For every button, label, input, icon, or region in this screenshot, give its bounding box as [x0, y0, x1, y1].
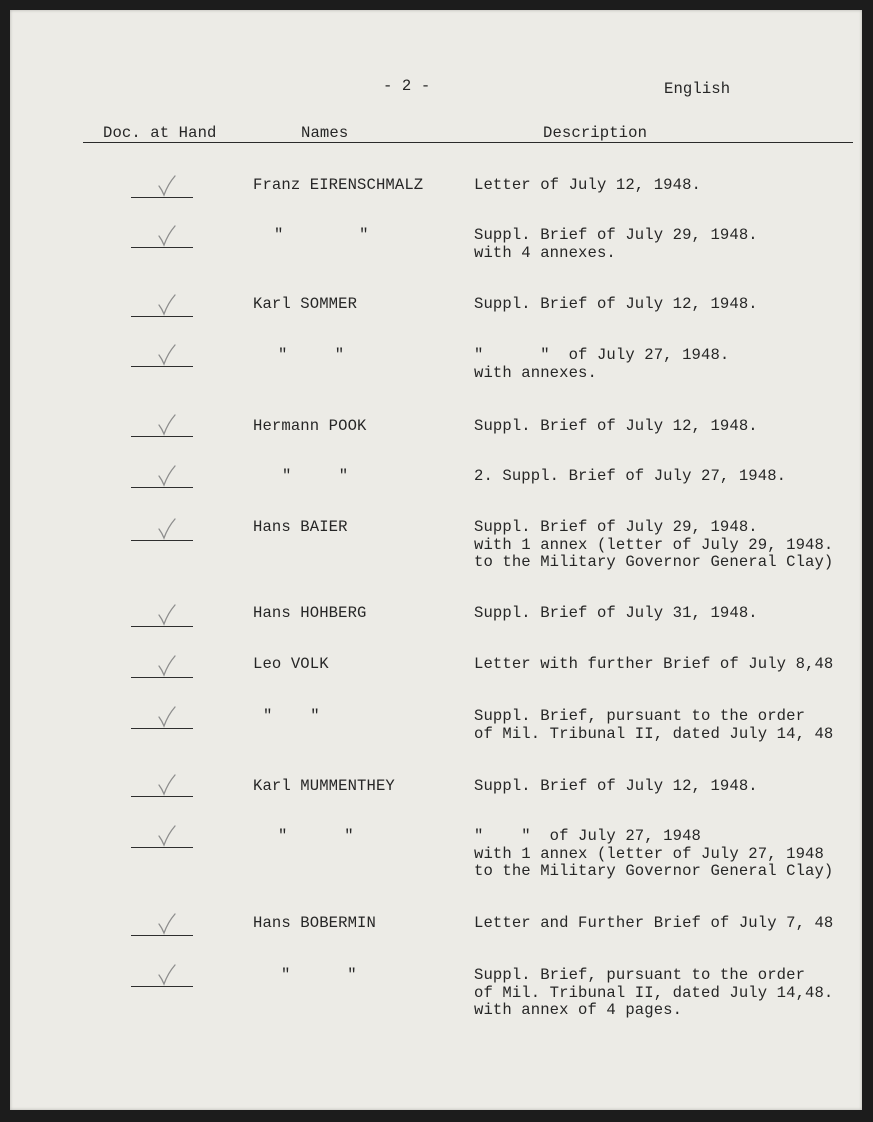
- doc-at-hand-line: [131, 986, 193, 987]
- entry-name: " ": [278, 827, 354, 845]
- handwritten-checkmark-icon: [156, 465, 178, 487]
- handwritten-checkmark-icon: [156, 774, 178, 796]
- entry-description-line: Suppl. Brief of July 31, 1948.: [474, 604, 758, 622]
- handwritten-checkmark-icon: [156, 294, 178, 316]
- handwritten-checkmark-icon: [156, 964, 178, 986]
- header-underline: [83, 142, 853, 143]
- doc-at-hand-line: [131, 366, 193, 367]
- page-number: - 2 -: [383, 77, 431, 95]
- doc-at-hand-line: [131, 847, 193, 848]
- handwritten-checkmark-icon: [156, 225, 178, 247]
- entry-name: " ": [274, 226, 369, 244]
- entry-description-line: Suppl. Brief, pursuant to the order: [474, 707, 806, 725]
- entry-name: " ": [282, 467, 349, 485]
- entry-description-line: " " of July 27, 1948.: [474, 346, 730, 364]
- entry-description-line: to the Military Governor General Clay): [474, 553, 834, 572]
- entry-name: Hans BOBERMIN: [253, 914, 376, 932]
- handwritten-checkmark-icon: [156, 604, 178, 626]
- entry-description-line: to the Military Governor General Clay): [474, 862, 834, 881]
- doc-at-hand-line: [131, 487, 193, 488]
- entry-description-line: Letter with further Brief of July 8,48: [474, 655, 834, 673]
- entry-name: " ": [278, 346, 345, 364]
- entry-description-line: with 1 annex (letter of July 29, 1948.: [474, 535, 834, 554]
- entry-description-line: Suppl. Brief of July 12, 1948.: [474, 417, 758, 435]
- entry-name: " ": [263, 707, 320, 725]
- handwritten-checkmark-icon: [156, 344, 178, 366]
- entry-description-line: with 1 annex (letter of July 27, 1948: [474, 844, 824, 863]
- entry-description-line: " " of July 27, 1948: [474, 827, 701, 845]
- entry-description-line: Suppl. Brief of July 29, 1948.: [474, 518, 758, 536]
- entry-name: Leo VOLK: [253, 655, 329, 673]
- entry-name: Karl SOMMER: [253, 295, 358, 313]
- handwritten-checkmark-icon: [156, 414, 178, 436]
- column-header-names: Names: [301, 124, 349, 142]
- doc-at-hand-line: [131, 540, 193, 541]
- entry-description-line: 2. Suppl. Brief of July 27, 1948.: [474, 467, 787, 485]
- entry-description-line: Suppl. Brief of July 29, 1948.: [474, 226, 758, 244]
- entry-description-line: with 4 annexes.: [474, 243, 616, 262]
- doc-at-hand-line: [131, 935, 193, 936]
- entry-name: Hermann POOK: [253, 417, 367, 435]
- handwritten-checkmark-icon: [156, 175, 178, 197]
- doc-at-hand-line: [131, 197, 193, 198]
- handwritten-checkmark-icon: [156, 825, 178, 847]
- entry-name: Karl MUMMENTHEY: [253, 777, 395, 795]
- entry-description-line: Suppl. Brief of July 12, 1948.: [474, 777, 758, 795]
- entry-name: " ": [281, 966, 357, 984]
- entry-description-line: Letter and Further Brief of July 7, 48: [474, 914, 834, 932]
- doc-at-hand-line: [131, 796, 193, 797]
- entry-description-line: Suppl. Brief, pursuant to the order: [474, 966, 806, 984]
- entry-description-line: of Mil. Tribunal II, dated July 14, 48: [474, 724, 834, 743]
- doc-at-hand-line: [131, 626, 193, 627]
- entry-description-line: with annex of 4 pages.: [474, 1001, 683, 1020]
- handwritten-checkmark-icon: [156, 518, 178, 540]
- entry-description-line: Letter of July 12, 1948.: [474, 176, 701, 194]
- column-header-doc-at-hand: Doc. at Hand: [103, 124, 217, 142]
- handwritten-checkmark-icon: [156, 655, 178, 677]
- doc-at-hand-line: [131, 728, 193, 729]
- handwritten-checkmark-icon: [156, 913, 178, 935]
- handwritten-checkmark-icon: [156, 706, 178, 728]
- entry-description-line: Suppl. Brief of July 12, 1948.: [474, 295, 758, 313]
- entry-name: Hans HOHBERG: [253, 604, 367, 622]
- language-label: English: [664, 80, 731, 98]
- column-header-description: Description: [543, 124, 648, 142]
- doc-at-hand-line: [131, 677, 193, 678]
- entry-name: Franz EIRENSCHMALZ: [253, 176, 424, 194]
- doc-at-hand-line: [131, 436, 193, 437]
- doc-at-hand-line: [131, 316, 193, 317]
- entry-description-line: of Mil. Tribunal II, dated July 14,48.: [474, 983, 834, 1002]
- entry-description-line: with annexes.: [474, 363, 597, 382]
- doc-at-hand-line: [131, 247, 193, 248]
- entry-name: Hans BAIER: [253, 518, 348, 536]
